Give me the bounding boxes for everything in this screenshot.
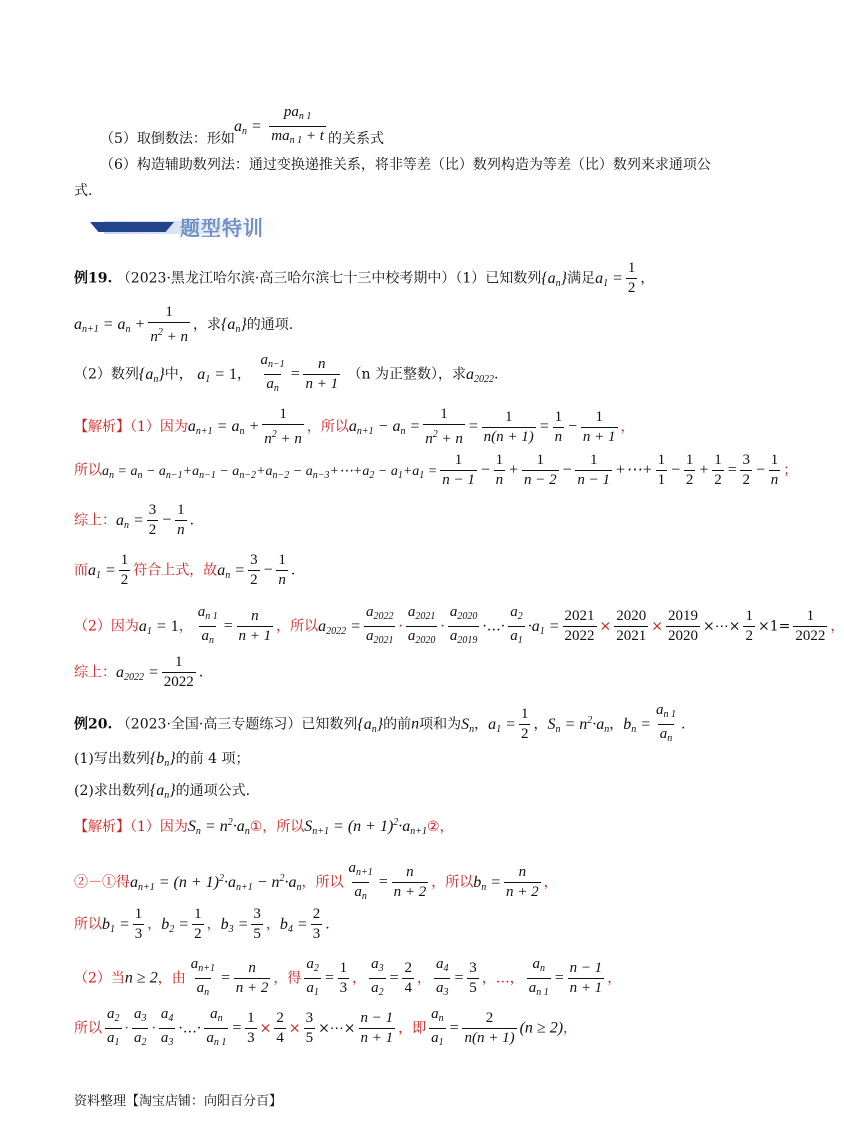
banner-title: 题型特训 xyxy=(180,216,264,240)
example20-solution1: 【解析】（1）因为$S_n$ = $n^2\cdot a_n①$，所以$S_{n+1} = (n$ + $1)^2\cdot a_{n+1}②$， xyxy=(74,817,454,837)
method-5-suffix: 的关系式 xyxy=(328,131,384,147)
example20-difference: ②－①得$a_{n+1} = (n + 1)^2\cdot a_{n+1} - n^2\cdot a_n$，所以 $\frac{a_{n+1}}{a_n}$ = $\frac{n}{n + 2}$ ，所以$b_n$ = $\frac{n}{n + 2}$ ， xyxy=(74,860,558,905)
example19-summary2: 综上：$a_{2022}$ = $\frac{1}{2022}$ . xyxy=(74,654,204,690)
example19-solution2: （2）因为$a_1 = 1$， $\frac{a_{n 1}}{a_n}$ = $\frac{n}{n + 1}$ ，所以$a_{2022}$ = $\frac{a_{2022}}{a_{2021}}$ · $\frac{a_{2021}}{a_{2020}}$ · $\frac{a_{2020}}{a_{2019}}$ ·…· $\frac{a_2}{a_1}$ $\cdot a_1$ = $\frac{2021}{2022}$ × $\frac{2020}{2021}$ × $\frac{2019}{2020}$ ×⋯× $\frac{1}{2}$ ×1= $\frac{1}{2022}$ ， xyxy=(74,604,844,649)
example19-summary1: 综上：$a_n$ = $\frac{3}{2}$ − $\frac{1}{n}$ . xyxy=(74,502,195,538)
method-5-label: （5）取倒数法：形如 xyxy=(100,131,235,147)
example19-label: 例19. xyxy=(74,270,113,287)
example20-source: （2023·全国·高三专题练习） xyxy=(116,716,302,733)
example20-q2: (2)求出数列$\{a_n\}$的通项公式. xyxy=(74,782,251,801)
example20-label: 例20. xyxy=(74,716,113,733)
example19-source: （2023·黑龙江哈尔滨·高三哈尔滨七十三中校考期中） xyxy=(116,270,456,287)
example19-part2: （2）数列$\{a_n\}$中， $a_1 = 1$， $\frac{a_{n-1}}{a_n}$ = $\frac{n}{n + 1}$ （n 为正整数），求$a_{2022}$. xyxy=(74,352,498,397)
example19-solution1: 【解析】（1）因为$a_{n+1} = a_n$ + $\frac{1}{n^2 + n}$ ，所以$a_{n+1} - a_n$ = $\frac{1}{n^2 + n}$ = $\frac{1}{n(n + 1)}$ = $\frac{1}{n}$ − $\frac{1}{n + 1}$ ， xyxy=(74,406,635,447)
footer-credit: 资料整理【淘宝店铺：向阳百分百】 xyxy=(74,1094,283,1109)
example20-header: 例20. （2023·全国·高三专题练习）已知数列$\{a_n\}$的前n项和为$S_n$，$a_1$ = $\frac{1}{2}$ ，$S_n = n^2\cdot a_n$，$b_n$ = $\frac{a_{n 1}}{a_n}$ . xyxy=(74,702,686,747)
example20-product: 所以 $\frac{a_2}{a_1}$ · $\frac{a_3}{a_2}$ · $\frac{a_4}{a_3}$ ·…· $\frac{a_n}{a_{n 1}}$ = $\frac{1}{3}$ × $\frac{2}{4}$ × $\frac{3}{5}$ ×⋯× $\frac{n - 1}{n + 1}$ ，即 $\frac{a_n}{a_1}$ = $\frac{2}{n(n + 1)}$ (n ≥ 2)， xyxy=(74,1006,577,1051)
example20-q1: (1)写出数列$\{b_n\}$的前 4 项； xyxy=(74,750,250,769)
method-6-line2: 式. xyxy=(74,183,93,199)
banner-arrow-icon xyxy=(90,222,174,232)
method-5 xyxy=(100,130,235,148)
example19-header: 例19. （2023·黑龙江哈尔滨·高三哈尔滨七十三中校考期中）（1）已知数列$\{a_n\}$满足$a_1$ = $\frac{1}{2}$ ， xyxy=(74,260,655,296)
example20-solution2: （2）当n ≥ 2，由 $\frac{a_{n+1}}{a_n}$ = $\frac{n}{n + 2}$ ，得 $\frac{a_2}{a_1}$ = $\frac{1}{3}$ ， $\frac{a_3}{a_2}$ = $\frac{2}{4}$ ， $\frac{a_4}{a_3}$ = $\frac{3}{5}$ ，…， $\frac{a_n}{a_{n 1}}$ = $\frac{n - 1}{n + 1}$ ， xyxy=(74,956,621,1001)
example19-check: 而$a_1$ = $\frac{1}{2}$ 符合上式，故$a_n$ = $\frac{3}{2}$ − $\frac{1}{n}$ . xyxy=(74,552,296,588)
example20-b-values: 所以$b_1$ = $\frac{1}{3}$ ，$b_2$ = $\frac{1}{2}$ ，$b_3$ = $\frac{3}{5}$ ，$b_4$ = $\frac{2}{3}$ . xyxy=(74,906,330,942)
method-6-line1: （6）构造辅助数列法：通过变换递推关系，将非等差（比）数列构造为等差（比）数列来求通项公 xyxy=(100,157,711,173)
solution-label: 【解析】 xyxy=(74,419,130,435)
example19-recurrence: $a_{n+1} = a_n$ + $\frac{1}{n^2 + n}$ ，求$\{a_n\}$的通项. xyxy=(74,304,294,345)
section-banner xyxy=(88,208,280,240)
formula-an-reciprocal: $a_n$ = $\frac{pa_{n 1}}{ma_{n 1} + t}$ xyxy=(234,104,329,149)
example19-telescoping: 所以$a_n = a_n - a_{n-1}+a_{n-1} - a_{n-2}+a_{n-2}$ − $a_{n-3}+\cdots+a_2 - a_1+a_1$ = $\frac{1}{n - 1}$ − $\frac{1}{n}$ + $\frac{1}{n - 2}$ − $\frac{1}{n - 1}$ +⋯+ $\frac{1}{1}$ − $\frac{1}{2}$ + $\frac{1}{2}$ = $\frac{3}{2}$ − $\frac{1}{n}$ ； xyxy=(74,452,798,488)
